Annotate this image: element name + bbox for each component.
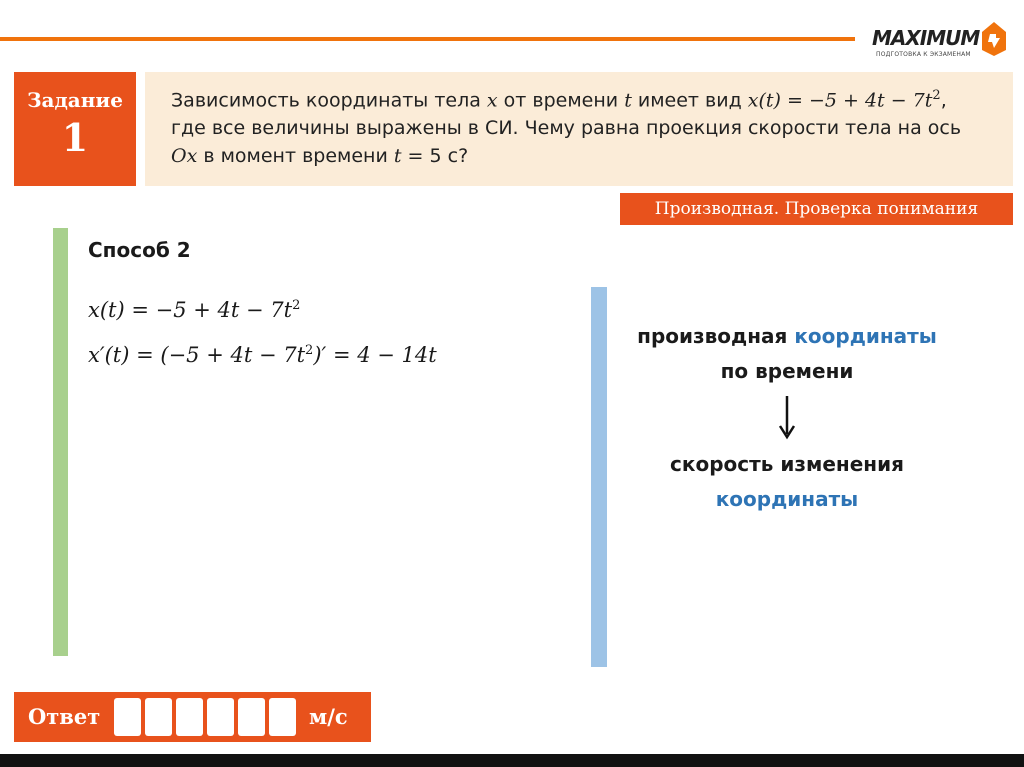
task-var-x: x: [486, 89, 498, 112]
answer-cell[interactable]: [269, 698, 296, 736]
task-text: Зависимость координаты тела: [171, 89, 487, 112]
answer-bar: [14, 692, 371, 742]
footer-bar: [0, 754, 1024, 767]
task-line-2: где все величины выражены в СИ. Чему равна проекция скорости тела на ось: [171, 117, 962, 140]
task-number: 1: [61, 115, 89, 160]
task-text: ,: [940, 89, 947, 112]
task-var-t: t: [624, 89, 632, 112]
answer-cell[interactable]: [145, 698, 172, 736]
arrow-down-icon: [773, 394, 801, 440]
brand-tagline: ПОДГОТОВКА К ЭКЗАМЕНАМ: [876, 51, 971, 58]
task-formula-exponent: 2: [932, 88, 941, 103]
brand-name: MAXIMUM: [872, 26, 980, 50]
formula-text: )′ = 4 − 14t: [313, 343, 437, 367]
left-accent-bar: [53, 228, 68, 656]
topic-badge: Производная. Проверка понимания: [620, 193, 1013, 225]
answer-cell[interactable]: [207, 698, 234, 736]
task-label: Задание: [27, 88, 123, 112]
explanation-line-1: [600, 324, 974, 348]
answer-cells: [114, 698, 296, 736]
task-line-1: [171, 82, 993, 114]
formula-derivative: [88, 343, 437, 367]
task-statement: [145, 72, 1013, 186]
answer-cell[interactable]: [114, 698, 141, 736]
task-text: в момент времени: [197, 145, 394, 168]
formula-exponent: 2: [292, 298, 301, 313]
task-badge: [14, 72, 136, 186]
answer-label: Ответ: [28, 704, 101, 729]
formula-exponent: 2: [305, 343, 314, 358]
task-text: = 5 с?: [401, 145, 469, 168]
answer-unit: м/с: [309, 704, 348, 729]
task-axis: Ox: [171, 145, 198, 168]
explanation-line-3: скорость изменения: [670, 452, 904, 476]
formula-text: x(t) = −5 + 4t − 7t: [88, 298, 293, 322]
method-title: Способ 2: [88, 238, 191, 262]
explanation-text: производная: [637, 324, 795, 348]
brand-mark-icon: [978, 20, 1008, 56]
explanation-highlight: координаты: [794, 324, 937, 348]
answer-cell[interactable]: [176, 698, 203, 736]
formula-text: x′(t) = (−5 + 4t − 7t: [88, 343, 306, 367]
explanation-line-2: по времени: [720, 359, 854, 383]
task-formula: x(t) = −5 + 4t − 7t: [747, 89, 933, 112]
brand-logo: [872, 18, 1012, 66]
header-accent-line: [0, 37, 855, 41]
task-text: от времени: [497, 89, 625, 112]
task-text: имеет вид: [631, 89, 748, 112]
answer-cell[interactable]: [238, 698, 265, 736]
formula-position: [88, 298, 300, 322]
explanation-line-4: координаты: [715, 487, 859, 511]
task-var-t: t: [393, 145, 402, 168]
task-line-3: [171, 142, 993, 170]
